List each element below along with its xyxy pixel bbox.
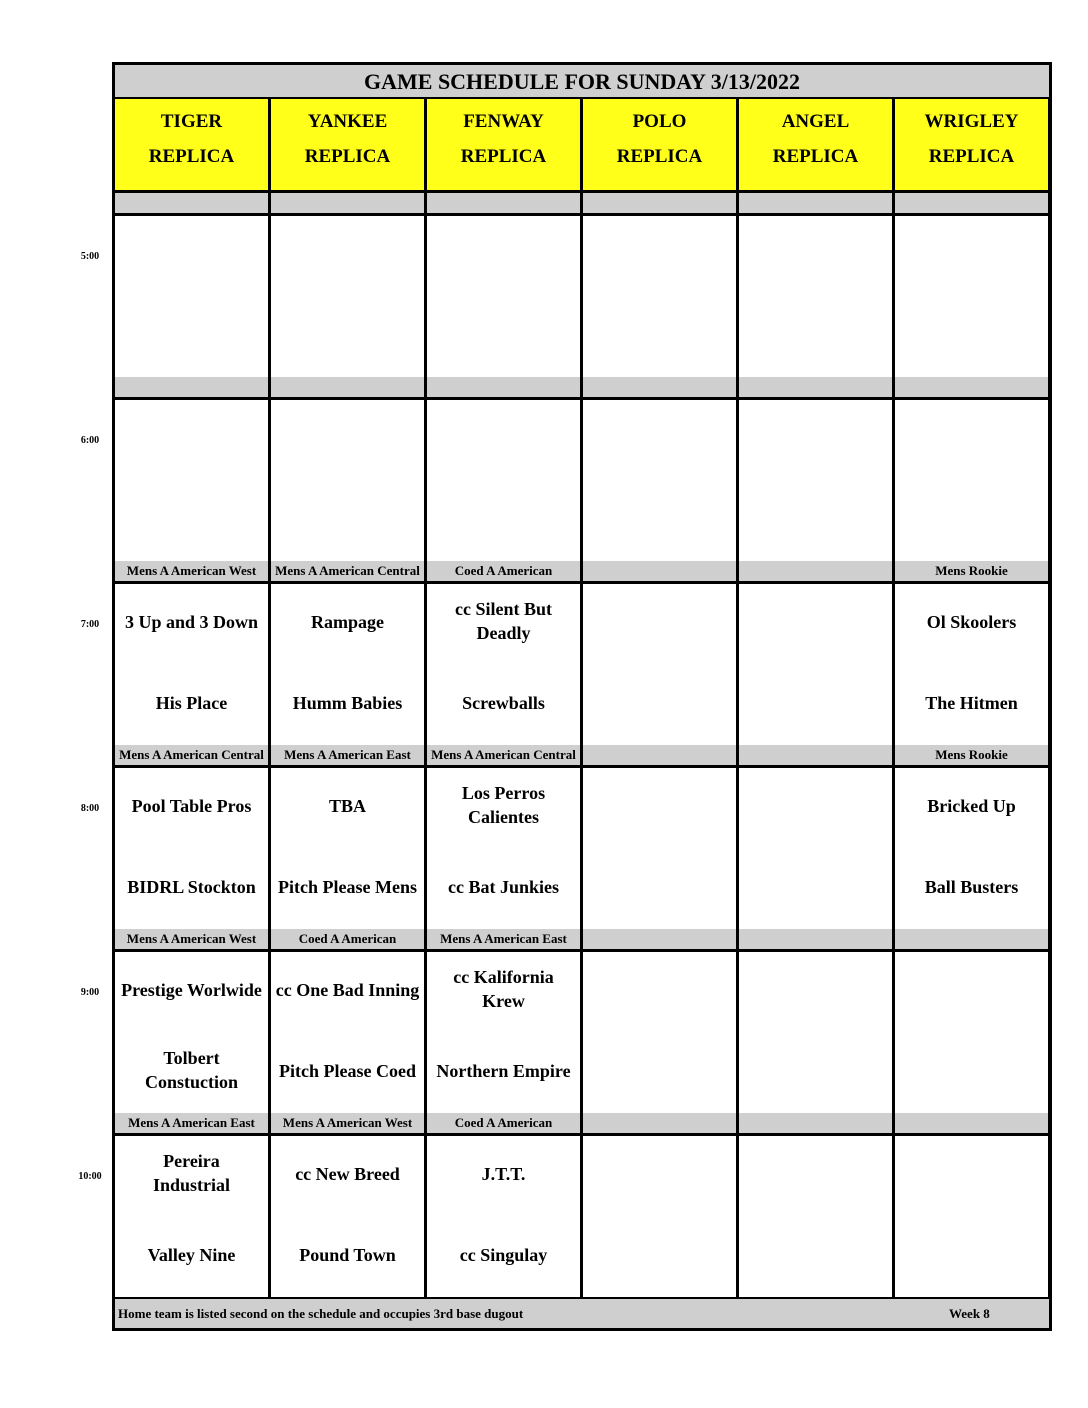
division-label — [583, 561, 736, 581]
field-subtitle: REPLICA — [772, 146, 859, 167]
home-team: BIDRL Stockton — [127, 877, 256, 897]
game-cell — [895, 216, 1048, 377]
field-subtitle: REPLICA — [460, 146, 547, 167]
division-label — [739, 929, 892, 949]
game-cell — [115, 584, 268, 745]
field-header — [895, 99, 1048, 190]
field-name: ANGEL — [781, 111, 850, 132]
game-cell — [739, 952, 892, 1113]
division-label — [895, 1113, 1048, 1133]
away-team: J.T.T. — [481, 1164, 526, 1184]
division-label: Mens Rookie — [895, 561, 1048, 581]
field-name: POLO — [632, 111, 687, 132]
division-label — [427, 193, 580, 213]
schedule-footer — [115, 1299, 1049, 1328]
division-label: Mens Rookie — [895, 745, 1048, 765]
home-team: Screwballs — [462, 693, 545, 713]
division-label — [739, 1113, 892, 1133]
game-cell — [271, 400, 424, 561]
time-label: 5:00 — [80, 251, 100, 262]
game-cell — [739, 400, 892, 561]
division-label — [115, 377, 268, 397]
division-label — [583, 1113, 736, 1133]
game-cell — [115, 768, 268, 929]
schedule-title: GAME SCHEDULE FOR SUNDAY 3/13/2022 — [115, 65, 1049, 97]
field-name: YANKEE — [307, 111, 388, 132]
home-team: Pitch Please Mens — [278, 877, 417, 897]
division-label — [895, 377, 1048, 397]
game-cell — [427, 216, 580, 377]
game-cell — [895, 768, 1048, 929]
home-team: cc Bat Junkies — [447, 877, 559, 897]
division-label — [271, 377, 424, 397]
away-team: Rampage — [311, 612, 384, 632]
game-cell — [115, 400, 268, 561]
time-label: 7:00 — [80, 619, 100, 630]
home-team: Ball Busters — [924, 877, 1019, 897]
home-team: Pound Town — [299, 1245, 396, 1265]
division-label — [583, 929, 736, 949]
division-label: Coed A American — [427, 561, 580, 581]
game-cell — [895, 1136, 1048, 1297]
field-header — [115, 99, 268, 190]
away-team: cc Kalifornia Krew — [453, 967, 554, 1011]
time-label: 8:00 — [80, 803, 100, 814]
home-team: Northern Empire — [436, 1061, 571, 1081]
game-cell — [583, 216, 736, 377]
field-subtitle: REPLICA — [148, 146, 235, 167]
away-team: Pereira Industrial — [152, 1151, 231, 1195]
field-name: TIGER — [160, 111, 223, 132]
division-label — [739, 745, 892, 765]
game-cell — [895, 952, 1048, 1113]
home-team: The Hitmen — [925, 693, 1018, 713]
time-label: 9:00 — [80, 987, 100, 998]
division-label: Mens A American Central — [115, 745, 268, 765]
field-name: WRIGLEY — [924, 111, 1019, 132]
game-cell — [739, 1136, 892, 1297]
game-cell — [427, 1136, 580, 1297]
division-label — [115, 193, 268, 213]
field-header — [271, 99, 424, 190]
division-label — [739, 377, 892, 397]
game-cell — [739, 584, 892, 745]
game-cell — [115, 952, 268, 1113]
away-team: Prestige Worlwide — [121, 980, 262, 1000]
footer-note: Home team is listed second on the schedule and occupies 3rd base dugout — [118, 1306, 524, 1321]
division-label — [583, 193, 736, 213]
division-label: Mens A American Central — [427, 745, 580, 765]
division-label: Mens A American East — [271, 745, 424, 765]
division-label — [583, 745, 736, 765]
home-team: Humm Babies — [292, 693, 403, 713]
home-team: Valley Nine — [147, 1245, 236, 1265]
home-team: cc Singulay — [459, 1245, 548, 1265]
game-cell — [115, 216, 268, 377]
division-label — [739, 561, 892, 581]
division-label: Coed A American — [271, 929, 424, 949]
game-cell — [115, 1136, 268, 1297]
game-cell — [271, 952, 424, 1113]
division-label: Mens A American East — [427, 929, 580, 949]
game-cell — [427, 400, 580, 561]
game-cell — [271, 216, 424, 377]
game-cell — [427, 952, 580, 1113]
game-cell — [583, 1136, 736, 1297]
game-cell — [895, 400, 1048, 561]
away-team: 3 Up and 3 Down — [124, 612, 259, 632]
game-cell — [583, 768, 736, 929]
division-label — [895, 929, 1048, 949]
time-label: 6:00 — [80, 435, 100, 446]
game-cell — [739, 216, 892, 377]
time-label: 10:00 — [78, 1171, 102, 1182]
away-team: Ol Skoolers — [926, 612, 1017, 632]
away-team: cc Silent But Deadly — [455, 599, 552, 643]
division-label — [427, 377, 580, 397]
division-label: Mens A American Central — [271, 561, 424, 581]
game-cell — [427, 584, 580, 745]
away-team: Bricked Up — [927, 796, 1016, 816]
division-label — [895, 193, 1048, 213]
field-subtitle: REPLICA — [304, 146, 391, 167]
game-cell — [583, 400, 736, 561]
division-label — [271, 193, 424, 213]
away-team: Los Perros Calientes — [461, 783, 546, 827]
division-label: Coed A American — [427, 1113, 580, 1133]
field-header — [583, 99, 736, 190]
field-header — [739, 99, 892, 190]
field-subtitle: REPLICA — [928, 146, 1015, 167]
away-team: cc One Bad Inning — [275, 980, 420, 1000]
home-team: Pitch Please Coed — [279, 1061, 416, 1081]
game-cell — [583, 584, 736, 745]
week-label: Week 8 — [949, 1306, 990, 1321]
division-label — [583, 377, 736, 397]
game-cell — [427, 768, 580, 929]
division-label: Mens A American West — [271, 1113, 424, 1133]
home-team: His Place — [155, 693, 228, 713]
field-header — [427, 99, 580, 190]
schedule-table — [112, 62, 1052, 1331]
away-team: cc New Breed — [295, 1164, 400, 1184]
game-cell — [583, 952, 736, 1113]
game-cell — [895, 584, 1048, 745]
away-team: TBA — [328, 796, 366, 816]
division-label — [739, 193, 892, 213]
away-team: Pool Table Pros — [131, 796, 252, 816]
division-label: Mens A American West — [115, 929, 268, 949]
division-label: Mens A American East — [115, 1113, 268, 1133]
home-team: Tolbert Constuction — [144, 1048, 238, 1092]
field-name: FENWAY — [463, 111, 544, 132]
game-cell — [271, 1136, 424, 1297]
game-cell — [271, 584, 424, 745]
game-cell — [739, 768, 892, 929]
game-cell — [271, 768, 424, 929]
division-label: Mens A American West — [115, 561, 268, 581]
field-subtitle: REPLICA — [616, 146, 703, 167]
